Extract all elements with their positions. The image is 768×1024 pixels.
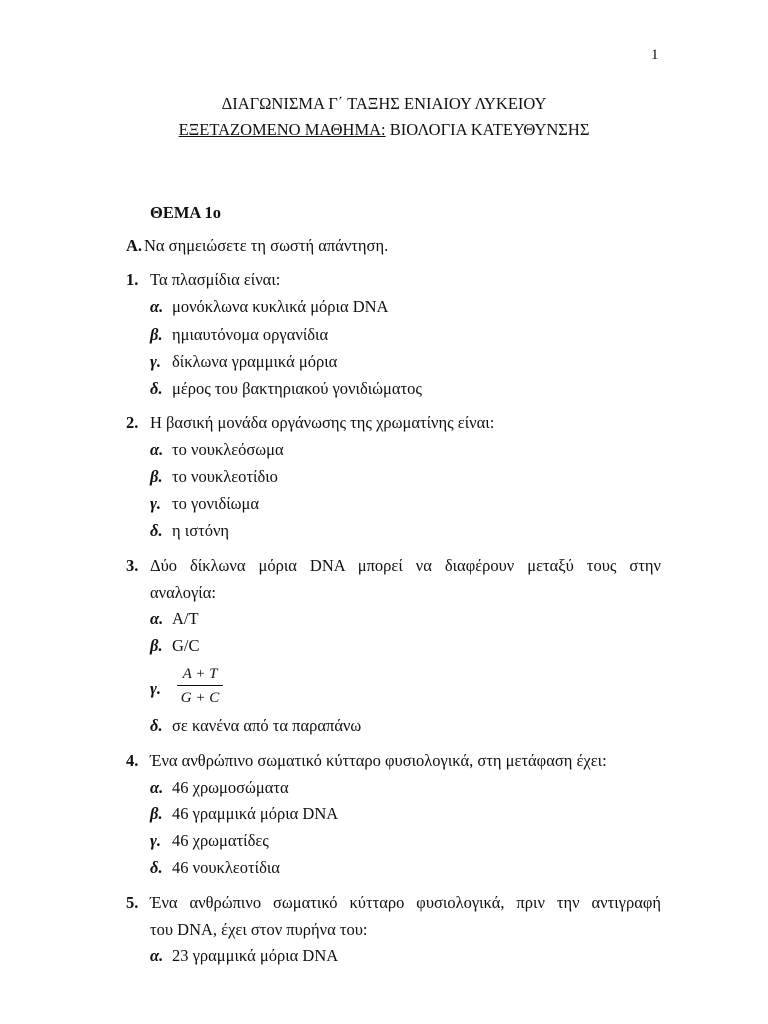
question-1 <box>0 270 768 292</box>
question-5 <box>0 893 768 915</box>
option-text: μονόκλωνα κυκλικά μόρια DNA <box>172 297 389 316</box>
option-text: το γονιδίωμα <box>172 494 260 513</box>
question-4 <box>0 751 768 773</box>
option-text: 46 νουκλεοτίδια <box>172 858 280 877</box>
theme-heading: ΘΕΜΑ 1ο <box>150 203 222 222</box>
option-3c <box>0 679 768 701</box>
question-number: 5. <box>126 893 139 912</box>
option-text: η ιστόνη <box>172 521 230 540</box>
option-letter: α. <box>150 609 164 628</box>
question-text: Ένα ανθρώπινο σωματικό κύτταρο φυσιολογικά, στη μετάφαση έχει: <box>150 751 607 770</box>
option-letter: δ. <box>150 379 163 398</box>
fraction-denominator: G + C <box>180 690 220 706</box>
option-text: σε κανένα από τα παραπάνω <box>172 716 362 735</box>
question-3-cont <box>0 583 768 605</box>
option-1a <box>0 297 768 319</box>
option-letter: δ. <box>150 858 163 877</box>
option-1c <box>0 352 768 374</box>
option-text: 46 γραμμικά μόρια DNA <box>172 804 339 823</box>
option-text: 46 χρωμοσώματα <box>172 778 289 797</box>
fraction-numerator: A + T <box>182 666 218 682</box>
option-2a <box>0 440 768 462</box>
option-text: μέρος του βακτηριακού γονιδιώματος <box>172 379 422 398</box>
option-text: το νουκλεοτίδιο <box>172 467 278 486</box>
question-5-cont <box>0 920 768 942</box>
exam-title: ΔΙΑΓΩΝΙΣΜΑ Γ΄ ΤΑΞΗΣ ΕΝΙΑΙΟΥ ΛΥΚΕΙΟΥ <box>221 94 547 113</box>
option-letter: α. <box>150 778 164 797</box>
question-text: Η βασική μονάδα οργάνωσης της χρωματίνης είναι: <box>150 413 495 432</box>
question-number: 4. <box>126 751 139 770</box>
option-text: A/T <box>172 609 199 628</box>
section-a-line <box>0 236 768 258</box>
option-text: G/C <box>172 636 200 655</box>
option-3d <box>0 716 768 738</box>
page-number: 1 <box>651 47 659 63</box>
question-number: 3. <box>126 556 139 575</box>
option-letter: δ. <box>150 716 163 735</box>
option-text: ημιαυτόνομα οργανίδια <box>172 325 329 344</box>
option-4b <box>0 804 768 826</box>
option-letter: α. <box>150 440 164 459</box>
question-text-line2: του DNA, έχει στον πυρήνα του: <box>150 920 368 939</box>
question-text-line2: αναλογία: <box>150 583 216 602</box>
option-2b <box>0 467 768 489</box>
option-1b <box>0 325 768 347</box>
option-text: 23 γραμμικά μόρια DNA <box>172 946 339 965</box>
option-2d <box>0 521 768 543</box>
option-4a <box>0 778 768 800</box>
option-text: δίκλωνα γραμμικά μόρια <box>172 352 338 371</box>
exam-subject <box>0 120 768 140</box>
question-2 <box>0 413 768 435</box>
option-4d <box>0 858 768 880</box>
option-3a <box>0 609 768 631</box>
option-text: 46 χρωματίδες <box>172 831 269 850</box>
section-a-instruction: Να σημειώσετε τη σωστή απάντηση. <box>144 236 389 255</box>
option-letter: β. <box>150 467 163 486</box>
question-text: Τα πλασμίδια είναι: <box>150 270 281 289</box>
question-text-line1: Δύο δίκλωνα μόρια DNA μπορεί να διαφέρουν μεταξύ τους στην <box>150 556 661 575</box>
option-letter: β. <box>150 325 163 344</box>
option-letter: γ. <box>150 494 161 513</box>
option-letter: γ. <box>150 831 161 850</box>
question-3 <box>0 556 768 578</box>
option-letter: δ. <box>150 521 163 540</box>
fraction-formula <box>175 665 225 707</box>
question-number: 2. <box>126 413 139 432</box>
option-letter: β. <box>150 636 163 655</box>
option-4c <box>0 831 768 853</box>
subject-label: ΕΞΕΤΑΖΟΜΕΝΟ ΜΑΘΗΜΑ: <box>178 120 386 139</box>
option-2c <box>0 494 768 516</box>
option-letter: β. <box>150 804 163 823</box>
subject-value: ΒΙΟΛΟΓΙΑ ΚΑΤΕΥΘΥΝΣΗΣ <box>385 120 590 139</box>
question-text-line1: Ένα ανθρώπινο σωματικό κύτταρο φυσιολογικά, πριν την αντιγραφή <box>150 893 661 912</box>
option-5a <box>0 946 768 968</box>
section-a-label: Α. <box>126 236 143 255</box>
option-letter: α. <box>150 946 164 965</box>
option-3b <box>0 636 768 658</box>
option-letter: α. <box>150 297 164 316</box>
option-letter: γ. <box>150 679 161 698</box>
question-number: 1. <box>126 270 139 289</box>
option-letter: γ. <box>150 352 161 371</box>
option-1d <box>0 379 768 401</box>
option-text: το νουκλεόσωμα <box>172 440 284 459</box>
